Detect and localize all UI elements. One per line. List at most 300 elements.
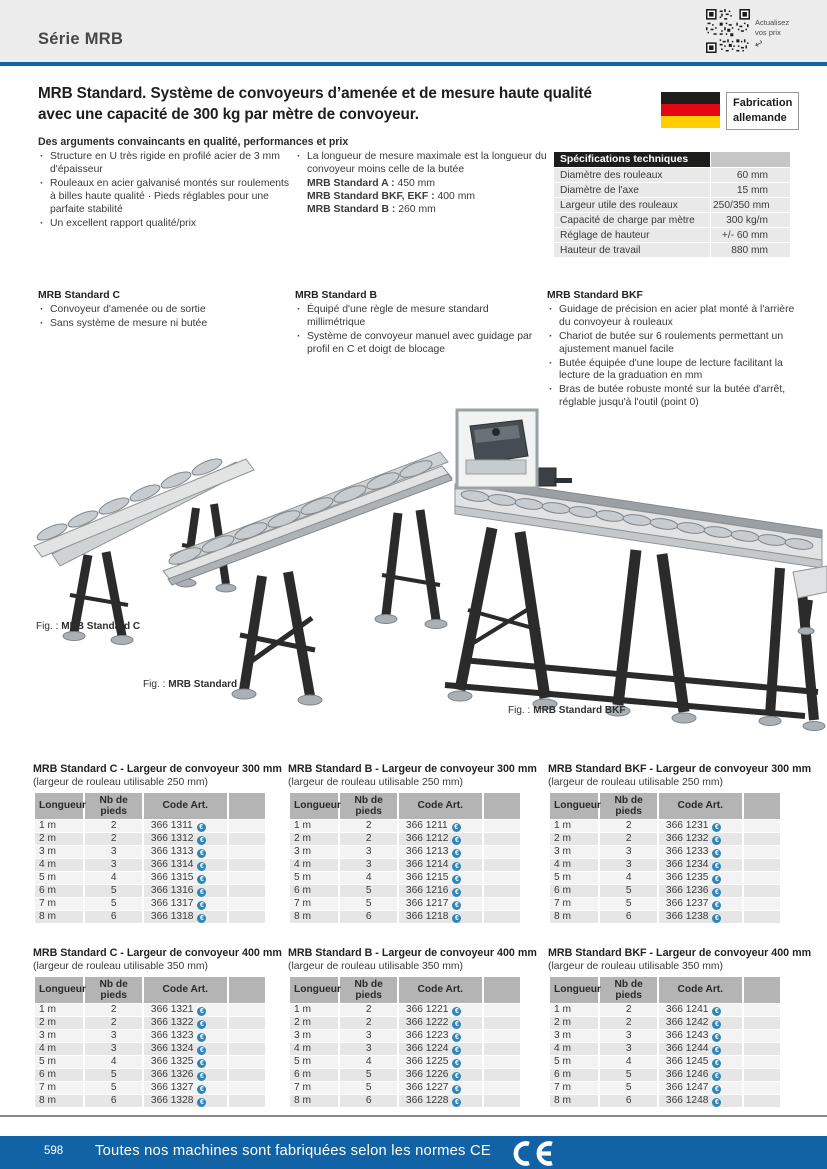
- feet-cell: 3: [85, 1043, 142, 1055]
- article-code: 366 1312: [150, 832, 194, 844]
- article-table: [33, 792, 267, 924]
- price-link-icon[interactable]: €: [452, 1072, 461, 1081]
- length-cell: 6 m: [35, 1069, 83, 1081]
- length-cell: 7 m: [550, 898, 598, 910]
- article-table-block-bkf-400: [548, 947, 812, 1108]
- table-title: MRB Standard C - Largeur de convoyeur 400 mm: [33, 947, 282, 959]
- empty-cell: [744, 885, 780, 897]
- price-link-icon[interactable]: €: [452, 888, 461, 897]
- qr-caption: Actualisez vos prix ↩: [752, 18, 790, 52]
- col-header-empty: [484, 793, 520, 819]
- length-cell: 2 m: [290, 833, 338, 845]
- code-cell: [659, 911, 742, 923]
- price-link-icon[interactable]: €: [197, 823, 206, 832]
- feet-cell: 5: [340, 1069, 397, 1081]
- price-link-icon[interactable]: €: [452, 1046, 461, 1055]
- code-cell: [659, 872, 742, 884]
- figure-caption-c: Fig. : MRB Standard C: [36, 621, 141, 632]
- length-cell: 3 m: [35, 846, 83, 858]
- spec-label-cell: Capacité de charge par mètre: [554, 213, 710, 227]
- spec-row: [554, 243, 790, 257]
- table-subtitle: (largeur de rouleau utilisable 350 mm): [288, 960, 463, 972]
- price-link-icon[interactable]: €: [197, 1007, 206, 1016]
- price-link-icon[interactable]: €: [197, 849, 206, 858]
- price-link-icon[interactable]: €: [712, 888, 721, 897]
- empty-cell: [744, 1030, 780, 1042]
- spec-row: [554, 183, 790, 197]
- price-link-icon[interactable]: €: [712, 1020, 721, 1029]
- code-cell: [399, 1082, 482, 1094]
- article-code: 366 1227: [405, 1081, 449, 1093]
- spec-row: [554, 228, 790, 242]
- feet-cell: 6: [340, 1095, 397, 1107]
- article-table: [548, 792, 782, 924]
- price-link-icon[interactable]: €: [197, 862, 206, 871]
- price-link-icon[interactable]: €: [197, 1059, 206, 1068]
- length-cell: 1 m: [550, 820, 598, 832]
- price-link-icon[interactable]: €: [452, 1020, 461, 1029]
- price-link-icon[interactable]: €: [712, 1098, 721, 1107]
- feet-cell: 4: [85, 872, 142, 884]
- empty-cell: [484, 911, 520, 923]
- price-link-icon[interactable]: €: [197, 1033, 206, 1042]
- empty-cell: [229, 911, 265, 923]
- price-link-icon[interactable]: €: [452, 1059, 461, 1068]
- table-row: [290, 846, 520, 858]
- code-cell: [144, 1043, 227, 1055]
- empty-cell: [744, 1056, 780, 1068]
- article-code: 366 1314: [150, 858, 194, 870]
- code-cell: [659, 1095, 742, 1107]
- feet-cell: 5: [340, 898, 397, 910]
- length-cell: 4 m: [550, 1043, 598, 1055]
- feet-cell: 5: [85, 1082, 142, 1094]
- product-bullet: · Butée équipée d'une loupe de lecture facilitant la lecture de la graduation en mm: [547, 358, 797, 384]
- spec-value-cell: 880 mm: [711, 243, 790, 257]
- feet-cell: 5: [600, 1082, 657, 1094]
- spec-label-cell: Diamètre de l'axe: [554, 183, 710, 197]
- code-cell: [399, 911, 482, 923]
- article-table-block-c-300: [33, 763, 282, 924]
- col-header-code: Code Art.: [144, 977, 227, 1003]
- empty-cell: [744, 1043, 780, 1055]
- code-cell: [659, 1069, 742, 1081]
- length-cell: 2 m: [35, 833, 83, 845]
- table-row: [35, 1004, 265, 1016]
- length-cell: 3 m: [290, 846, 338, 858]
- price-link-icon[interactable]: €: [197, 1098, 206, 1107]
- price-link-icon[interactable]: €: [712, 901, 721, 910]
- empty-cell: [229, 820, 265, 832]
- measure-length-line: MRB Standard A : 450 mm: [307, 177, 435, 189]
- article-table-block-b-400: [288, 947, 537, 1108]
- figure-caption-b: Fig. : MRB Standard B: [143, 679, 248, 690]
- code-cell: [144, 1056, 227, 1068]
- feet-cell: 3: [85, 846, 142, 858]
- code-cell: [659, 1043, 742, 1055]
- table-row: [550, 872, 780, 884]
- empty-cell: [229, 1082, 265, 1094]
- article-code: 366 1325: [150, 1055, 194, 1067]
- article-table: [548, 976, 782, 1108]
- german-flag-icon: [661, 92, 720, 128]
- code-cell: [144, 898, 227, 910]
- length-cell: 6 m: [550, 885, 598, 897]
- price-link-icon[interactable]: €: [197, 836, 206, 845]
- arguments-column-2: [295, 151, 547, 217]
- page-title: MRB Standard. Système de convoyeurs d’amenée et de mesure haute qualité avec une capacité de 300 kg par mètre de convoyeur.: [38, 85, 592, 123]
- code-cell: [144, 859, 227, 871]
- table-subtitle: (largeur de rouleau utilisable 250 mm): [548, 776, 723, 788]
- length-cell: 4 m: [35, 859, 83, 871]
- qr-code-icon: [706, 9, 750, 53]
- spec-value-cell: +/- 60 mm: [711, 228, 790, 242]
- table-row: [550, 898, 780, 910]
- table-title: MRB Standard BKF - Largeur de convoyeur 300 mm: [548, 763, 812, 775]
- code-cell: [399, 898, 482, 910]
- length-cell: 1 m: [35, 1004, 83, 1016]
- price-link-icon[interactable]: €: [452, 914, 461, 923]
- col-header-pieds: Nb de pieds: [600, 977, 657, 1003]
- empty-cell: [744, 859, 780, 871]
- article-table-block-b-300: [288, 763, 537, 924]
- article-code: 366 1232: [665, 832, 709, 844]
- code-cell: [144, 846, 227, 858]
- feet-cell: 5: [85, 885, 142, 897]
- price-link-icon[interactable]: €: [197, 914, 206, 923]
- length-cell: 5 m: [290, 872, 338, 884]
- article-code: 366 1238: [665, 910, 709, 922]
- price-link-icon[interactable]: €: [712, 1033, 721, 1042]
- measure-lengths: [295, 178, 547, 217]
- feet-cell: 3: [600, 859, 657, 871]
- article-table-block-bkf-300: [548, 763, 812, 924]
- col-header-empty: [744, 793, 780, 819]
- article-code: 366 1321: [150, 1003, 194, 1015]
- empty-cell: [484, 820, 520, 832]
- footer-text: Toutes nos machines sont fabriquées selon les normes CE: [95, 1143, 491, 1159]
- article-code: 366 1215: [405, 871, 449, 883]
- table-row: [290, 911, 520, 923]
- feet-cell: 2: [340, 1017, 397, 1029]
- table-subtitle: (largeur de rouleau utilisable 350 mm): [548, 960, 723, 972]
- price-link-icon[interactable]: €: [197, 888, 206, 897]
- empty-cell: [229, 872, 265, 884]
- feet-cell: 6: [85, 911, 142, 923]
- product-bullet: · Équipé d'une règle de mesure standard millimétrique: [295, 304, 545, 330]
- code-cell: [399, 1095, 482, 1107]
- length-cell: 7 m: [290, 1082, 338, 1094]
- table-row: [35, 846, 265, 858]
- feet-cell: 3: [340, 846, 397, 858]
- empty-cell: [229, 1069, 265, 1081]
- product-bullet: · Sans système de mesure ni butée: [38, 318, 288, 331]
- product-bullet: · Bras de butée robuste monté sur la butée d'arrêt, réglable jusqu'à l'outil (point 0): [547, 384, 797, 410]
- table-row: [35, 911, 265, 923]
- table-row: [290, 820, 520, 832]
- table-subtitle: (largeur de rouleau utilisable 250 mm): [288, 776, 463, 788]
- table-row: [290, 833, 520, 845]
- price-link-icon[interactable]: €: [712, 1007, 721, 1016]
- spec-label-cell: Largeur utile des rouleaux: [554, 198, 710, 212]
- feet-cell: 3: [600, 1043, 657, 1055]
- specs-header-filler: [711, 152, 790, 167]
- series-title: Série MRB: [38, 30, 124, 48]
- table-row: [35, 872, 265, 884]
- page-header: [0, 0, 827, 62]
- feet-cell: 3: [340, 1030, 397, 1042]
- article-code: 366 1327: [150, 1081, 194, 1093]
- length-cell: 7 m: [290, 898, 338, 910]
- code-cell: [399, 872, 482, 884]
- price-link-icon[interactable]: €: [452, 875, 461, 884]
- table-row: [35, 820, 265, 832]
- empty-cell: [484, 1056, 520, 1068]
- article-code: 366 1243: [665, 1029, 709, 1041]
- table-row: [35, 1069, 265, 1081]
- price-link-icon[interactable]: €: [197, 875, 206, 884]
- spec-value-cell: 60 mm: [711, 168, 790, 182]
- detail-inset-image: [457, 410, 537, 488]
- feet-cell: 4: [85, 1056, 142, 1068]
- table-row: [550, 1004, 780, 1016]
- empty-cell: [484, 1069, 520, 1081]
- price-link-icon[interactable]: €: [712, 875, 721, 884]
- empty-cell: [744, 820, 780, 832]
- arguments-column-1: [38, 151, 292, 231]
- table-row: [550, 859, 780, 871]
- ce-mark-icon: [508, 1140, 556, 1169]
- table-row: [35, 1082, 265, 1094]
- article-code: 366 1247: [665, 1081, 709, 1093]
- price-link-icon[interactable]: €: [712, 823, 721, 832]
- code-cell: [144, 872, 227, 884]
- length-cell: 1 m: [35, 820, 83, 832]
- price-link-icon[interactable]: €: [452, 1007, 461, 1016]
- argument-bullet: · Structure en U très rigide en profilé acier de 3 mm d'épaisseur: [38, 151, 292, 177]
- feet-cell: 2: [85, 820, 142, 832]
- spec-value-cell: 300 kg/m: [711, 213, 790, 227]
- code-cell: [399, 885, 482, 897]
- price-link-icon[interactable]: €: [452, 823, 461, 832]
- feet-cell: 5: [85, 898, 142, 910]
- price-link-icon[interactable]: €: [712, 1085, 721, 1094]
- table-row: [550, 911, 780, 923]
- price-link-icon[interactable]: €: [712, 1072, 721, 1081]
- article-code: 366 1213: [405, 845, 449, 857]
- length-cell: 8 m: [550, 1095, 598, 1107]
- length-cell: 8 m: [290, 1095, 338, 1107]
- price-link-icon[interactable]: €: [452, 1098, 461, 1107]
- feet-cell: 6: [85, 1095, 142, 1107]
- length-cell: 3 m: [290, 1030, 338, 1042]
- empty-cell: [484, 1043, 520, 1055]
- feet-cell: 2: [600, 833, 657, 845]
- code-cell: [659, 820, 742, 832]
- price-link-icon[interactable]: €: [712, 1059, 721, 1068]
- length-cell: 6 m: [290, 1069, 338, 1081]
- spec-label-cell: Hauteur de travail: [554, 243, 710, 257]
- col-header-pieds: Nb de pieds: [85, 793, 142, 819]
- article-code: 366 1234: [665, 858, 709, 870]
- length-cell: 5 m: [35, 872, 83, 884]
- feet-cell: 3: [340, 859, 397, 871]
- article-code: 366 1316: [150, 884, 194, 896]
- length-cell: 6 m: [550, 1069, 598, 1081]
- article-code: 366 1323: [150, 1029, 194, 1041]
- col-header-longueur: Longueur: [290, 793, 338, 819]
- length-cell: 8 m: [35, 1095, 83, 1107]
- article-code: 366 1217: [405, 897, 449, 909]
- feet-cell: 3: [340, 1043, 397, 1055]
- empty-cell: [484, 1017, 520, 1029]
- code-cell: [399, 1069, 482, 1081]
- empty-cell: [229, 833, 265, 845]
- table-title: MRB Standard BKF - Largeur de convoyeur 400 mm: [548, 947, 812, 959]
- table-row: [550, 885, 780, 897]
- price-link-icon[interactable]: €: [712, 914, 721, 923]
- empty-cell: [484, 846, 520, 858]
- length-cell: 1 m: [550, 1004, 598, 1016]
- spec-value-cell: 250/350 mm: [711, 198, 790, 212]
- empty-cell: [744, 872, 780, 884]
- code-cell: [144, 1069, 227, 1081]
- table-row: [550, 1043, 780, 1055]
- price-link-icon[interactable]: €: [197, 1020, 206, 1029]
- code-cell: [659, 1004, 742, 1016]
- length-cell: 8 m: [550, 911, 598, 923]
- length-cell: 3 m: [550, 1030, 598, 1042]
- col-header-longueur: Longueur: [550, 977, 598, 1003]
- table-row: [35, 833, 265, 845]
- article-code: 366 1324: [150, 1042, 194, 1054]
- feet-cell: 5: [600, 898, 657, 910]
- table-row: [290, 1095, 520, 1107]
- table-row: [550, 1056, 780, 1068]
- header-divider: [0, 62, 827, 66]
- table-row: [35, 1095, 265, 1107]
- code-cell: [659, 898, 742, 910]
- feet-cell: 6: [600, 1095, 657, 1107]
- feet-cell: 2: [340, 1004, 397, 1016]
- price-link-icon[interactable]: €: [712, 849, 721, 858]
- table-row: [35, 1030, 265, 1042]
- price-link-icon[interactable]: €: [452, 901, 461, 910]
- spec-row: [554, 213, 790, 227]
- code-cell: [399, 1004, 482, 1016]
- price-link-icon[interactable]: €: [197, 1046, 206, 1055]
- feet-cell: 2: [85, 833, 142, 845]
- col-header-code: Code Art.: [659, 977, 742, 1003]
- code-cell: [144, 1095, 227, 1107]
- table-subtitle: (largeur de rouleau utilisable 250 mm): [33, 776, 208, 788]
- price-link-icon[interactable]: €: [712, 836, 721, 845]
- conveyor-illustrations-image: [0, 360, 827, 760]
- empty-cell: [229, 1004, 265, 1016]
- empty-cell: [229, 1095, 265, 1107]
- col-header-pieds: Nb de pieds: [600, 793, 657, 819]
- article-code: 366 1311: [150, 819, 193, 831]
- code-cell: [399, 833, 482, 845]
- col-header-empty: [229, 977, 265, 1003]
- arguments-heading: Des arguments convaincants en qualité, performances et prix: [38, 136, 349, 148]
- feet-cell: 5: [340, 885, 397, 897]
- empty-cell: [744, 911, 780, 923]
- empty-cell: [744, 1095, 780, 1107]
- footer-divider: [0, 1115, 827, 1117]
- table-row: [35, 885, 265, 897]
- price-link-icon[interactable]: €: [197, 1072, 206, 1081]
- code-cell: [659, 846, 742, 858]
- spec-row: [554, 198, 790, 212]
- specs-header: Spécifications techniques: [554, 152, 710, 167]
- table-row: [550, 846, 780, 858]
- code-cell: [659, 1056, 742, 1068]
- article-code: 366 1228: [405, 1094, 449, 1106]
- argument-bullet: · La longueur de mesure maximale est la longueur du convoyeur moins celle de la butée: [295, 151, 547, 177]
- article-code: 366 1222: [405, 1016, 449, 1028]
- table-row: [550, 1069, 780, 1081]
- article-code: 366 1224: [405, 1042, 449, 1054]
- col-header-empty: [484, 977, 520, 1003]
- price-link-icon[interactable]: €: [452, 1033, 461, 1042]
- product-bullet: · Chariot de butée sur 6 roulements permettant un ajustement manuel facile: [547, 331, 797, 357]
- price-link-icon[interactable]: €: [197, 901, 206, 910]
- length-cell: 3 m: [35, 1030, 83, 1042]
- code-cell: [659, 1082, 742, 1094]
- price-link-icon[interactable]: €: [197, 1085, 206, 1094]
- feet-cell: 4: [340, 1056, 397, 1068]
- spec-row: [554, 168, 790, 182]
- article-code: 366 1248: [665, 1094, 709, 1106]
- feet-cell: 6: [600, 911, 657, 923]
- article-table: [33, 976, 267, 1108]
- code-cell: [144, 885, 227, 897]
- article-table: [288, 976, 522, 1108]
- price-link-icon[interactable]: €: [712, 862, 721, 871]
- length-cell: 1 m: [290, 1004, 338, 1016]
- article-code: 366 1218: [405, 910, 449, 922]
- price-link-icon[interactable]: €: [452, 849, 461, 858]
- feet-cell: 4: [340, 872, 397, 884]
- price-link-icon[interactable]: €: [452, 862, 461, 871]
- article-code: 366 1315: [150, 871, 194, 883]
- measure-length-line: MRB Standard BKF, EKF : 400 mm: [307, 190, 475, 202]
- price-link-icon[interactable]: €: [712, 1046, 721, 1055]
- article-code: 366 1313: [150, 845, 194, 857]
- price-link-icon[interactable]: €: [452, 1085, 461, 1094]
- feet-cell: 5: [600, 885, 657, 897]
- empty-cell: [484, 1030, 520, 1042]
- article-code: 366 1318: [150, 910, 194, 922]
- table-title: MRB Standard B - Largeur de convoyeur 300 mm: [288, 763, 537, 775]
- feet-cell: 4: [600, 1056, 657, 1068]
- article-code: 366 1322: [150, 1016, 194, 1028]
- empty-cell: [484, 1082, 520, 1094]
- empty-cell: [229, 1056, 265, 1068]
- code-cell: [144, 911, 227, 923]
- price-link-icon[interactable]: €: [452, 836, 461, 845]
- table-row: [35, 898, 265, 910]
- code-cell: [659, 885, 742, 897]
- technical-specs-table: [553, 151, 791, 258]
- feet-cell: 5: [85, 1069, 142, 1081]
- length-cell: 4 m: [290, 1043, 338, 1055]
- length-cell: 2 m: [550, 1017, 598, 1029]
- col-header-longueur: Longueur: [290, 977, 338, 1003]
- empty-cell: [744, 1017, 780, 1029]
- feet-cell: 5: [340, 1082, 397, 1094]
